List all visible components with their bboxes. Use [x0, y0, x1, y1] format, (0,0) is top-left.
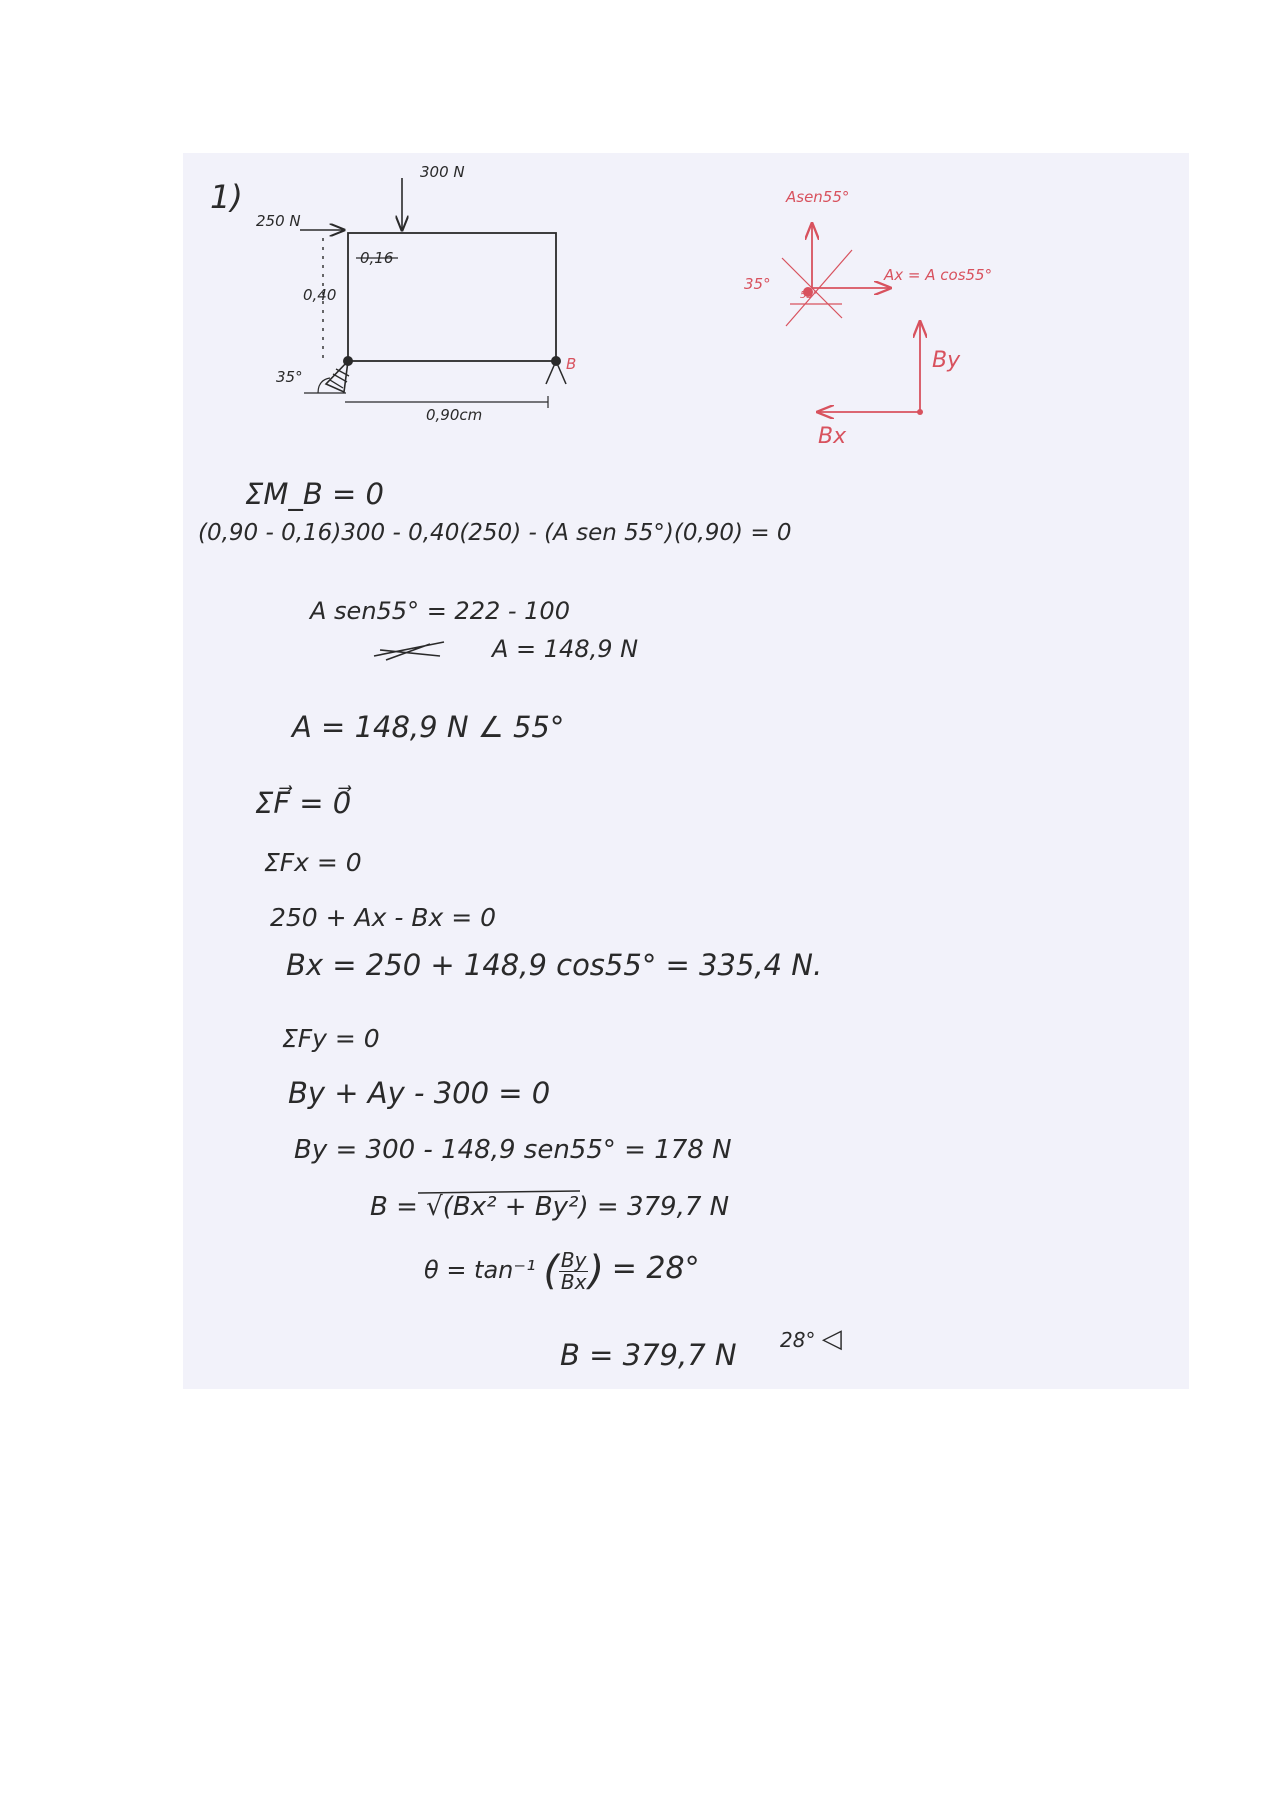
- fbd-angle-55: 55°: [800, 290, 818, 301]
- fbd-b: [818, 322, 923, 415]
- eq-fx-sum: ΣFx = 0: [264, 848, 362, 877]
- width-label: 0,90cm: [426, 406, 483, 424]
- support-angle-label: 35°: [276, 368, 303, 386]
- fbd-a-horizontal-label: Ax = A cos55°: [884, 266, 993, 284]
- eq-bx-result: Bx = 250 + 148,9 cos55° = 335,4 N.: [286, 948, 823, 982]
- fbd-a: [782, 224, 890, 326]
- eq-b-final-angle: 28° ◁: [780, 1324, 842, 1354]
- eq-b-magnitude: B = √(Bx² + By²) = 379,7 N: [370, 1192, 730, 1222]
- eq-moment-sum: ΣM_B = 0: [245, 477, 384, 511]
- eq-fx-expanded: 250 + Ax - Bx = 0: [270, 903, 497, 932]
- eq-theta: θ = tan⁻¹ ( $\frac{By}{Bx}$ ) = 28°: [424, 1247, 700, 1294]
- eq-b-final: B = 379,7 N: [560, 1338, 737, 1372]
- eq-a-value: A = 148,9 N: [492, 635, 639, 663]
- problem-number: 1): [210, 178, 243, 216]
- force-300-label: 300 N: [420, 163, 465, 181]
- eq-fy-expanded: By + Ay - 300 = 0: [288, 1076, 551, 1110]
- fbd-angle-35: 35°: [744, 275, 771, 293]
- eq-a-result: A = 148,9 N ∠ 55°: [292, 710, 565, 744]
- strike-scribble: [374, 642, 444, 660]
- eq-fy-sum: ΣFy = 0: [282, 1024, 380, 1053]
- fbd-a-vertical-label: Asen55°: [786, 188, 850, 206]
- eq-force-sum: ΣF⃗ = 0⃗: [255, 786, 352, 820]
- fbd-by-label: By: [932, 348, 961, 373]
- force-250-label: 250 N: [256, 212, 301, 230]
- eq-a-sen55: A sen55° = 222 - 100: [310, 597, 570, 625]
- height-label: 0,40: [303, 286, 337, 304]
- support-a: [304, 356, 353, 393]
- eq-by-result: By = 300 - 148,9 sen55° = 178 N: [294, 1135, 732, 1165]
- offset-label: 0,16: [360, 249, 394, 267]
- support-b-label: B: [566, 355, 577, 373]
- eq-moment-expanded: (0,90 - 0,16)300 - 0,40(250) - (A sen 55°)(0,90) = 0: [198, 520, 792, 546]
- fbd-bx-label: Bx: [818, 424, 847, 449]
